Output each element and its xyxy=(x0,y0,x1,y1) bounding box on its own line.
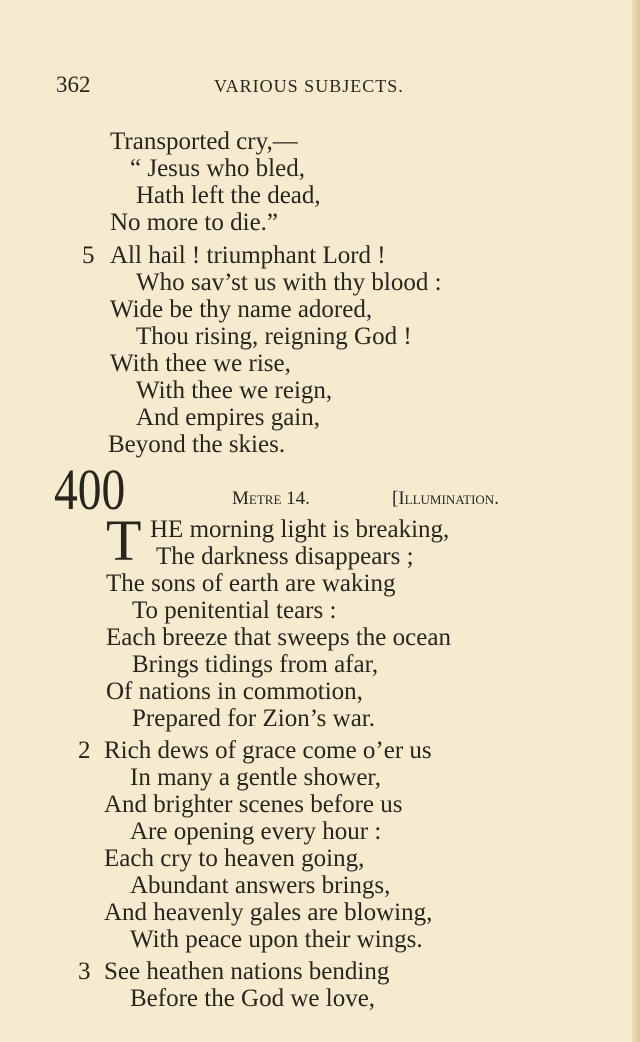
verse-line: With thee we reign, xyxy=(136,377,333,404)
verse-line: With peace upon their wings. xyxy=(130,926,423,953)
hymn-number: 400 xyxy=(54,457,126,522)
verse-number: 3 xyxy=(78,958,91,985)
verse-line: Each breeze that sweeps the ocean xyxy=(106,624,451,651)
page-edge xyxy=(632,0,640,1042)
verse-line: And empires gain, xyxy=(136,404,320,431)
verse-line: With thee we rise, xyxy=(110,350,291,377)
verse-line: Beyond the skies. xyxy=(108,431,286,458)
verse-line: Prepared for Zion’s war. xyxy=(132,705,375,732)
verse-line: Who sav’st us with thy blood : xyxy=(136,269,442,296)
verse-line: Of nations in commotion, xyxy=(106,678,363,705)
verse-line: “ Jesus who bled, xyxy=(130,155,305,182)
page-number: 362 xyxy=(56,72,91,97)
verse-line: No more to die.” xyxy=(110,209,279,236)
page-header xyxy=(56,72,446,102)
verse-line: The darkness disappears ; xyxy=(156,543,414,570)
verse-line: See heathen nations bending xyxy=(104,958,390,985)
verse-line: And heavenly gales are blowing, xyxy=(104,899,433,926)
verse-line: To penitential tears : xyxy=(132,597,337,624)
verse-line: Abundant answers brings, xyxy=(130,872,391,899)
running-title: VARIOUS SUBJECTS. xyxy=(214,76,404,96)
verse-number: 2 xyxy=(78,737,91,764)
verse-line: HE morning light is breaking, xyxy=(150,516,450,543)
verse-line: And brighter scenes before us xyxy=(104,791,403,818)
verse-line: All hail ! triumphant Lord ! xyxy=(110,242,386,269)
verse-line: Before the God we love, xyxy=(130,985,376,1012)
hymn-metre: Metre 14. xyxy=(232,488,310,509)
verse-line: Brings tidings from afar, xyxy=(132,651,379,678)
hymn-tune: [Illumination. xyxy=(392,488,499,509)
verse-line: Thou rising, reigning God ! xyxy=(136,323,412,350)
verse-line: Are opening every hour : xyxy=(130,818,382,845)
verse-line: Each cry to heaven going, xyxy=(104,845,365,872)
verse-line: The sons of earth are waking xyxy=(106,570,396,597)
verse-number: 5 xyxy=(82,242,95,269)
verse-line: Wide be thy name adored, xyxy=(110,296,373,323)
verse-line: Transported cry,— xyxy=(110,128,298,155)
drop-cap: T xyxy=(106,508,142,573)
verse-line: In many a gentle shower, xyxy=(130,764,382,791)
verse-line: Hath left the dead, xyxy=(136,182,321,209)
verse-line: Rich dews of grace come o’er us xyxy=(104,737,432,764)
